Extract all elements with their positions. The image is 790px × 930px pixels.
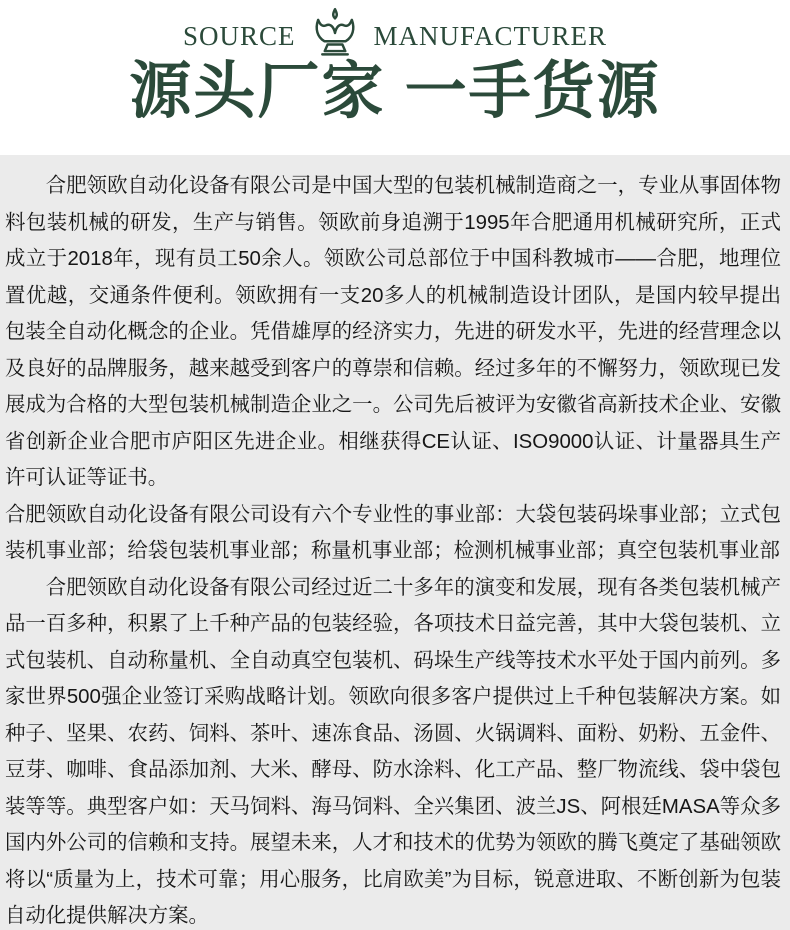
eyebrow-manufacturer-label: MANUFACTURER — [373, 20, 608, 51]
paragraph-company-overview: 合肥领欧自动化设备有限公司是中国大型的包装机械制造商之一，专业从事固体物料包装机械的研发，生产与销售。领欧前身追溯于1995年合肥通用机械研究所，正式成立于2018年，现有员工50余人。领欧公司总部位于中国科教城市——合肥，地理位置优越，交通条件便利。领欧拥有一支20多人的机械制造设计团队，是国内较早提出包装全自动化概念的企业。凭借雄厚的经济实力，先进的研发水平，先进的经营理念以及良好的品牌服务，越来越受到客户的尊崇和信赖。经过多年的不懈努力，领欧现已发展成为合格的大型包装机械制造企业之一。公司先后被评为安徽省高新技术企业、安徽省创新企业合肥市庐阳区先进企业。相继获得CE认证、ISO9000认证、计量器具生产许可认证等证书。 — [5, 175, 781, 489]
paragraph-business-divisions: 合肥领欧自动化设备有限公司设有六个专业性的事业部：大袋包装码垛事业部；立式包装机事业部；给袋包装机事业部；称量机事业部；检测机械事业部；真空包装机事业部 — [5, 503, 781, 562]
crown-icon — [312, 7, 358, 59]
page-title: 源头厂家 一手货源 — [129, 57, 661, 126]
paragraph-history-and-clients: 合肥领欧自动化设备有限公司经过近二十多年的演变和发展，现有各类包装机械产品一百多种，积累了上千种产品的包装经验，各项技术日益完善，其中大袋包装机、立式包装机、自动称量机、全自动真空包装机、码垛生产线等技术水平处于国内前列。多家世界500强企业签订采购战略计划。领欧向很多客户提供过上千种包装解决方案。如种子、坚果、农药、饲料、茶叶、速冻食品、汤圆、火锅调料、面粉、奶粉、五金件、豆芽、咖啡、食品添加剂、大米、酵母、防水涂料、化工产品、整厂物流线、袋中袋包装等等。典型客户如：天马饲料、海马饲料、全兴集团、波兰JS、阿根廷MASA等众多国内外公司的信赖和支持。展望未来，人才和技术的优势为领欧的腾飞奠定了基础领欧将以“质量为上，技术可靠；用心服务，比肩欧美”为目标，锐意进取、不断创新为包装自动化提供解决方案。 — [5, 576, 781, 927]
eyebrow-source-label: SOURCE — [182, 20, 296, 51]
header-eyebrow — [0, 0, 790, 56]
company-intro-body — [0, 155, 790, 930]
header — [0, 0, 790, 155]
